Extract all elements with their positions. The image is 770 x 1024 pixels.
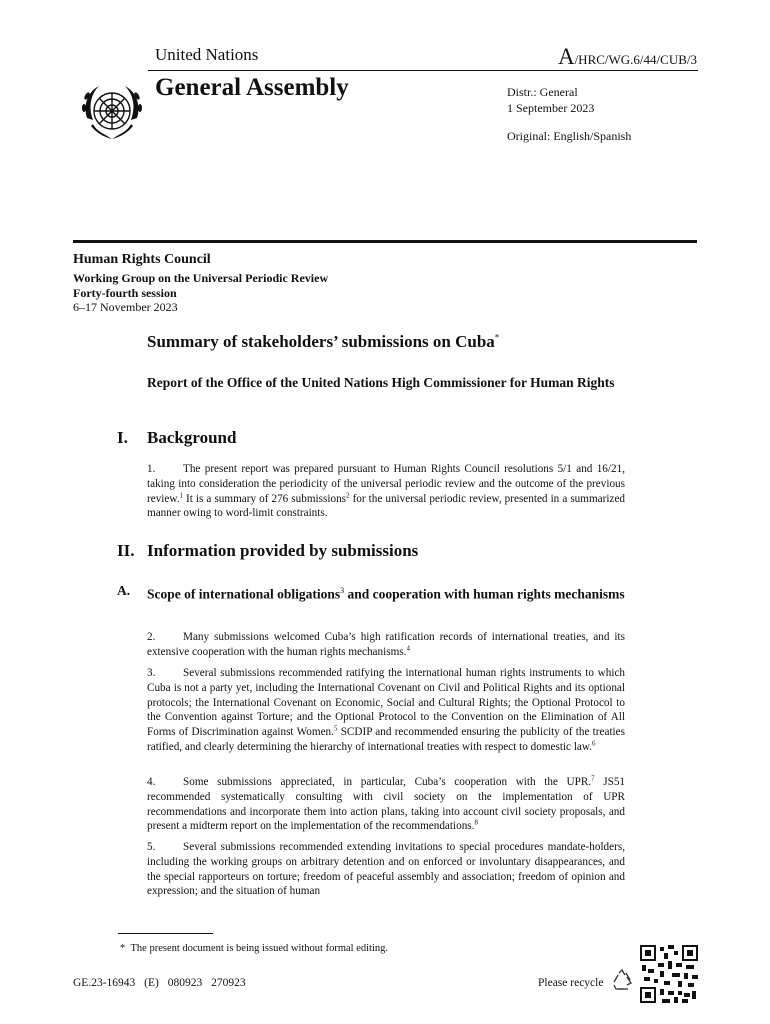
organization-name: United Nations [155,45,259,64]
footnote-rule [118,933,213,934]
footnote-ref: 6 [592,739,596,748]
paragraph-4: 4. Some submissions appreciated, in particular, Cuba’s cooperation with the UPR.$^7$ JS51 recommended systematically consulting with civil society on the implementation of UPR recommendations and incorporate them into action plans, taking into account civil society proposals, and present a midterm report on the implementation of the recommendations.$^8$ [147,774,626,833]
paragraph-5: 5. Several submissions recommended extending invitations to special procedures mandate-holders, including the working groups on arbitrary detention and on enforced or involuntary disappearances, and the special rapporteurs on torture; freedom of peaceful assembly and association; freedom of opinion and expression; and the situation of human [147,841,625,898]
distribution: Distr.: General [507,85,578,99]
please-recycle: Please recycle [538,977,604,989]
thick-rule [73,240,697,243]
session-number: Forty-fourth session [73,285,177,300]
qr-code[interactable] [640,945,698,1003]
footnote-ref: 4 [406,644,410,653]
section-number-1: I. [117,428,128,447]
session-block [73,271,328,315]
section-title-2: Information provided by submissions [147,541,419,560]
paragraph-number: 3. [147,667,156,679]
paragraph-number: 5. [147,841,156,853]
paragraph-3: 3. Several submissions recommended ratifying the international human rights instruments to which Cuba is not a party yet, including the International Covenant on Civil and Political Rights and its optional protocols; the International Covenant on Economic, Social and Cultural Rights; the Optional Protocol to the Convention against Torture; and the Optional Protocol to the Convention on the Elimination of All Forms of Discrimination against Women.$^5$ SCDIP and recommended ensuring the publicity of the treaties ratified, and clearly determining the hierarchy of international treaties with respect to domestic law.$^6$ [147,667,625,753]
footnote-ref: 5 [333,724,338,733]
paragraph-2: 2. Many submissions welcomed Cuba’s high ratification records of international treaties, and its extensive cooperation with the human rights mechanisms.$^4$ [147,631,625,658]
footnote-text: The present document is being issued without formal editing. [130,943,388,954]
job-number: GE.23-16943 (E) 080923 270923 [73,977,246,989]
un-emblem-icon [77,78,147,148]
recycle-icon [611,969,633,991]
title-text: Summary of stakeholders’ submissions on Cuba [147,332,495,351]
paragraph-number: 2. [147,631,156,643]
paragraph-number: 4. [147,776,156,788]
footnote-ref: 8 [474,818,478,827]
subsection-title: Scope of international obligations$^3$ and cooperation with human rights mechanisms [147,586,625,602]
session-dates: 6–17 November 2023 [73,300,178,314]
footnote-marker: * [120,943,126,954]
footnote [120,943,388,954]
footnote-ref: 2 [346,490,350,499]
working-group: Working Group on the Universal Periodic Review [73,271,329,285]
symbol-prefix: A [557,44,575,69]
general-assembly-title: General Assembly [155,74,349,101]
document-symbol [558,44,697,70]
original-language: Original: English/Spanish [507,129,632,143]
distribution-block [507,84,594,116]
footnote-ref: 1 [179,490,184,499]
paragraph-1: 1. The present report was prepared pursuant to Human Rights Council resolutions 5/1 and 16/21, taking into consideration the periodicity of the universal periodic review and the outcome of the previous review.$^1$ It is a summary of 276 submissions$^2$ for the universal periodic review, presented in a summarized manner owing to word-limit constraints. [147,463,625,520]
section-title-1: Background [147,428,237,447]
report-line: Report of the Office of the United Nations High Commissioner for Human Rights [147,375,615,390]
title-footnote-marker: * [494,332,500,343]
paragraph-number: 1. [147,463,156,475]
header-rule [148,70,698,71]
footnote-ref: 7 [591,774,595,783]
symbol-rest: /HRC/WG.6/44/CUB/3 [574,52,697,67]
subsection-letter: A. [117,583,131,598]
document-title [147,332,499,352]
section-number-2: II. [117,541,135,560]
footnote-ref: 3 [340,586,345,595]
council-name: Human Rights Council [73,252,211,267]
issue-date: 1 September 2023 [507,101,595,115]
